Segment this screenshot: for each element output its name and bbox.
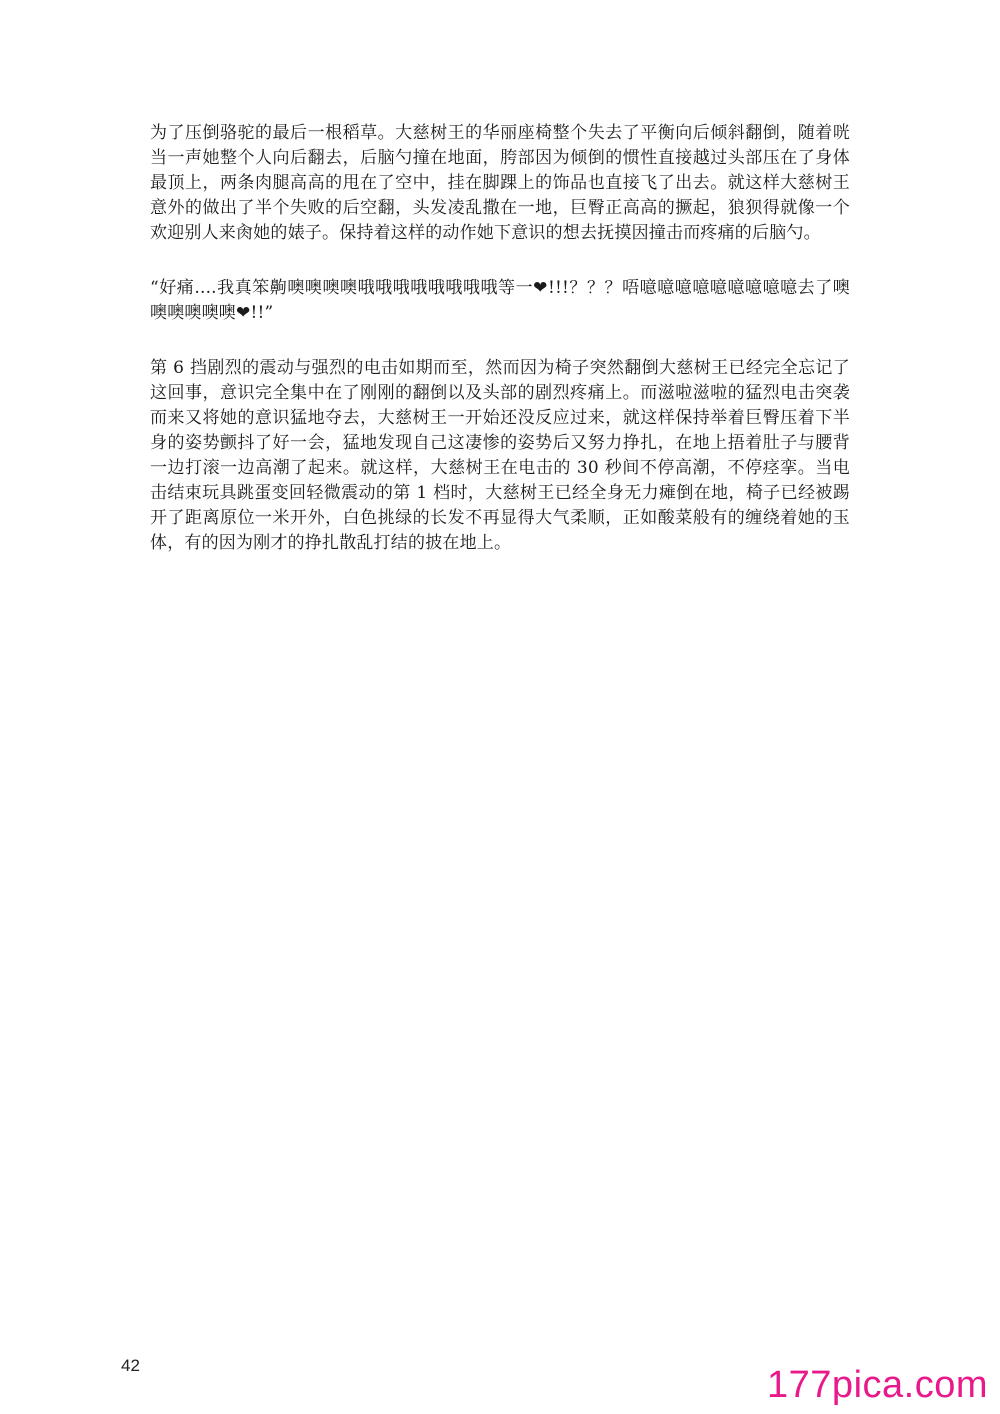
page-number: 42 bbox=[121, 1356, 140, 1375]
paragraph-3: 第 6 挡剧烈的震动与强烈的电击如期而至，然而因为椅子突然翻倒大慈树王已经完全忘记了这回事，意识完全集中在了刚刚的翻倒以及头部的剧烈疼痛上。而滋啦滋啦的猛烈电击突袭而来又将她的意识猛地夺去，大慈树王一开始还没反应过来，就这样保持举着巨臀压着下半身的姿势颤抖了好一会，猛地发现自己这凄惨的姿势后又努力挣扎，在地上捂着肚子与腰背一边打滚一边高潮了起来。就这样，大慈树王在电击的 30 秒间不停高潮，不停痉挛。当电击结束玩具跳蛋变回轻微震动的第 1 档时，大慈树王已经全身无力瘫倒在地，椅子已经被踢开了距离原位一米开外，白色挑绿的长发不再显得大气柔顺，正如酸菜般有的缠绕着她的玉体，有的因为刚才的挣扎散乱打结的披在地上。 bbox=[150, 358, 850, 553]
body-text bbox=[150, 121, 850, 556]
paragraph-2-dialogue: “好痛....我真笨齁噢噢噢噢哦哦哦哦哦哦哦哦等一❤!!!？？？唔噫噫噫噫噫噫噫噫噫去了噢噢噢噢噢噢❤!!” bbox=[150, 278, 850, 323]
paragraph-1: 为了压倒骆驼的最后一根稻草。大慈树王的华丽座椅整个失去了平衡向后倾斜翻倒，随着咣当一声她整个人向后翻去，后脑勺撞在地面，胯部因为倾倒的惯性直接越过头部压在了身体最顶上，两条肉腿高高的甩在了空中，挂在脚踝上的饰品也直接飞了出去。就这样大慈树王意外的做出了半个失败的后空翻，头发凌乱撒在一地，巨臀正高高的撅起，狼狈得就像一个欢迎别人来肏她的婊子。保持着这样的动作她下意识的想去抚摸因撞击而疼痛的后脑勺。 bbox=[150, 123, 850, 243]
watermark-logo: 177pica.com bbox=[767, 1364, 988, 1406]
